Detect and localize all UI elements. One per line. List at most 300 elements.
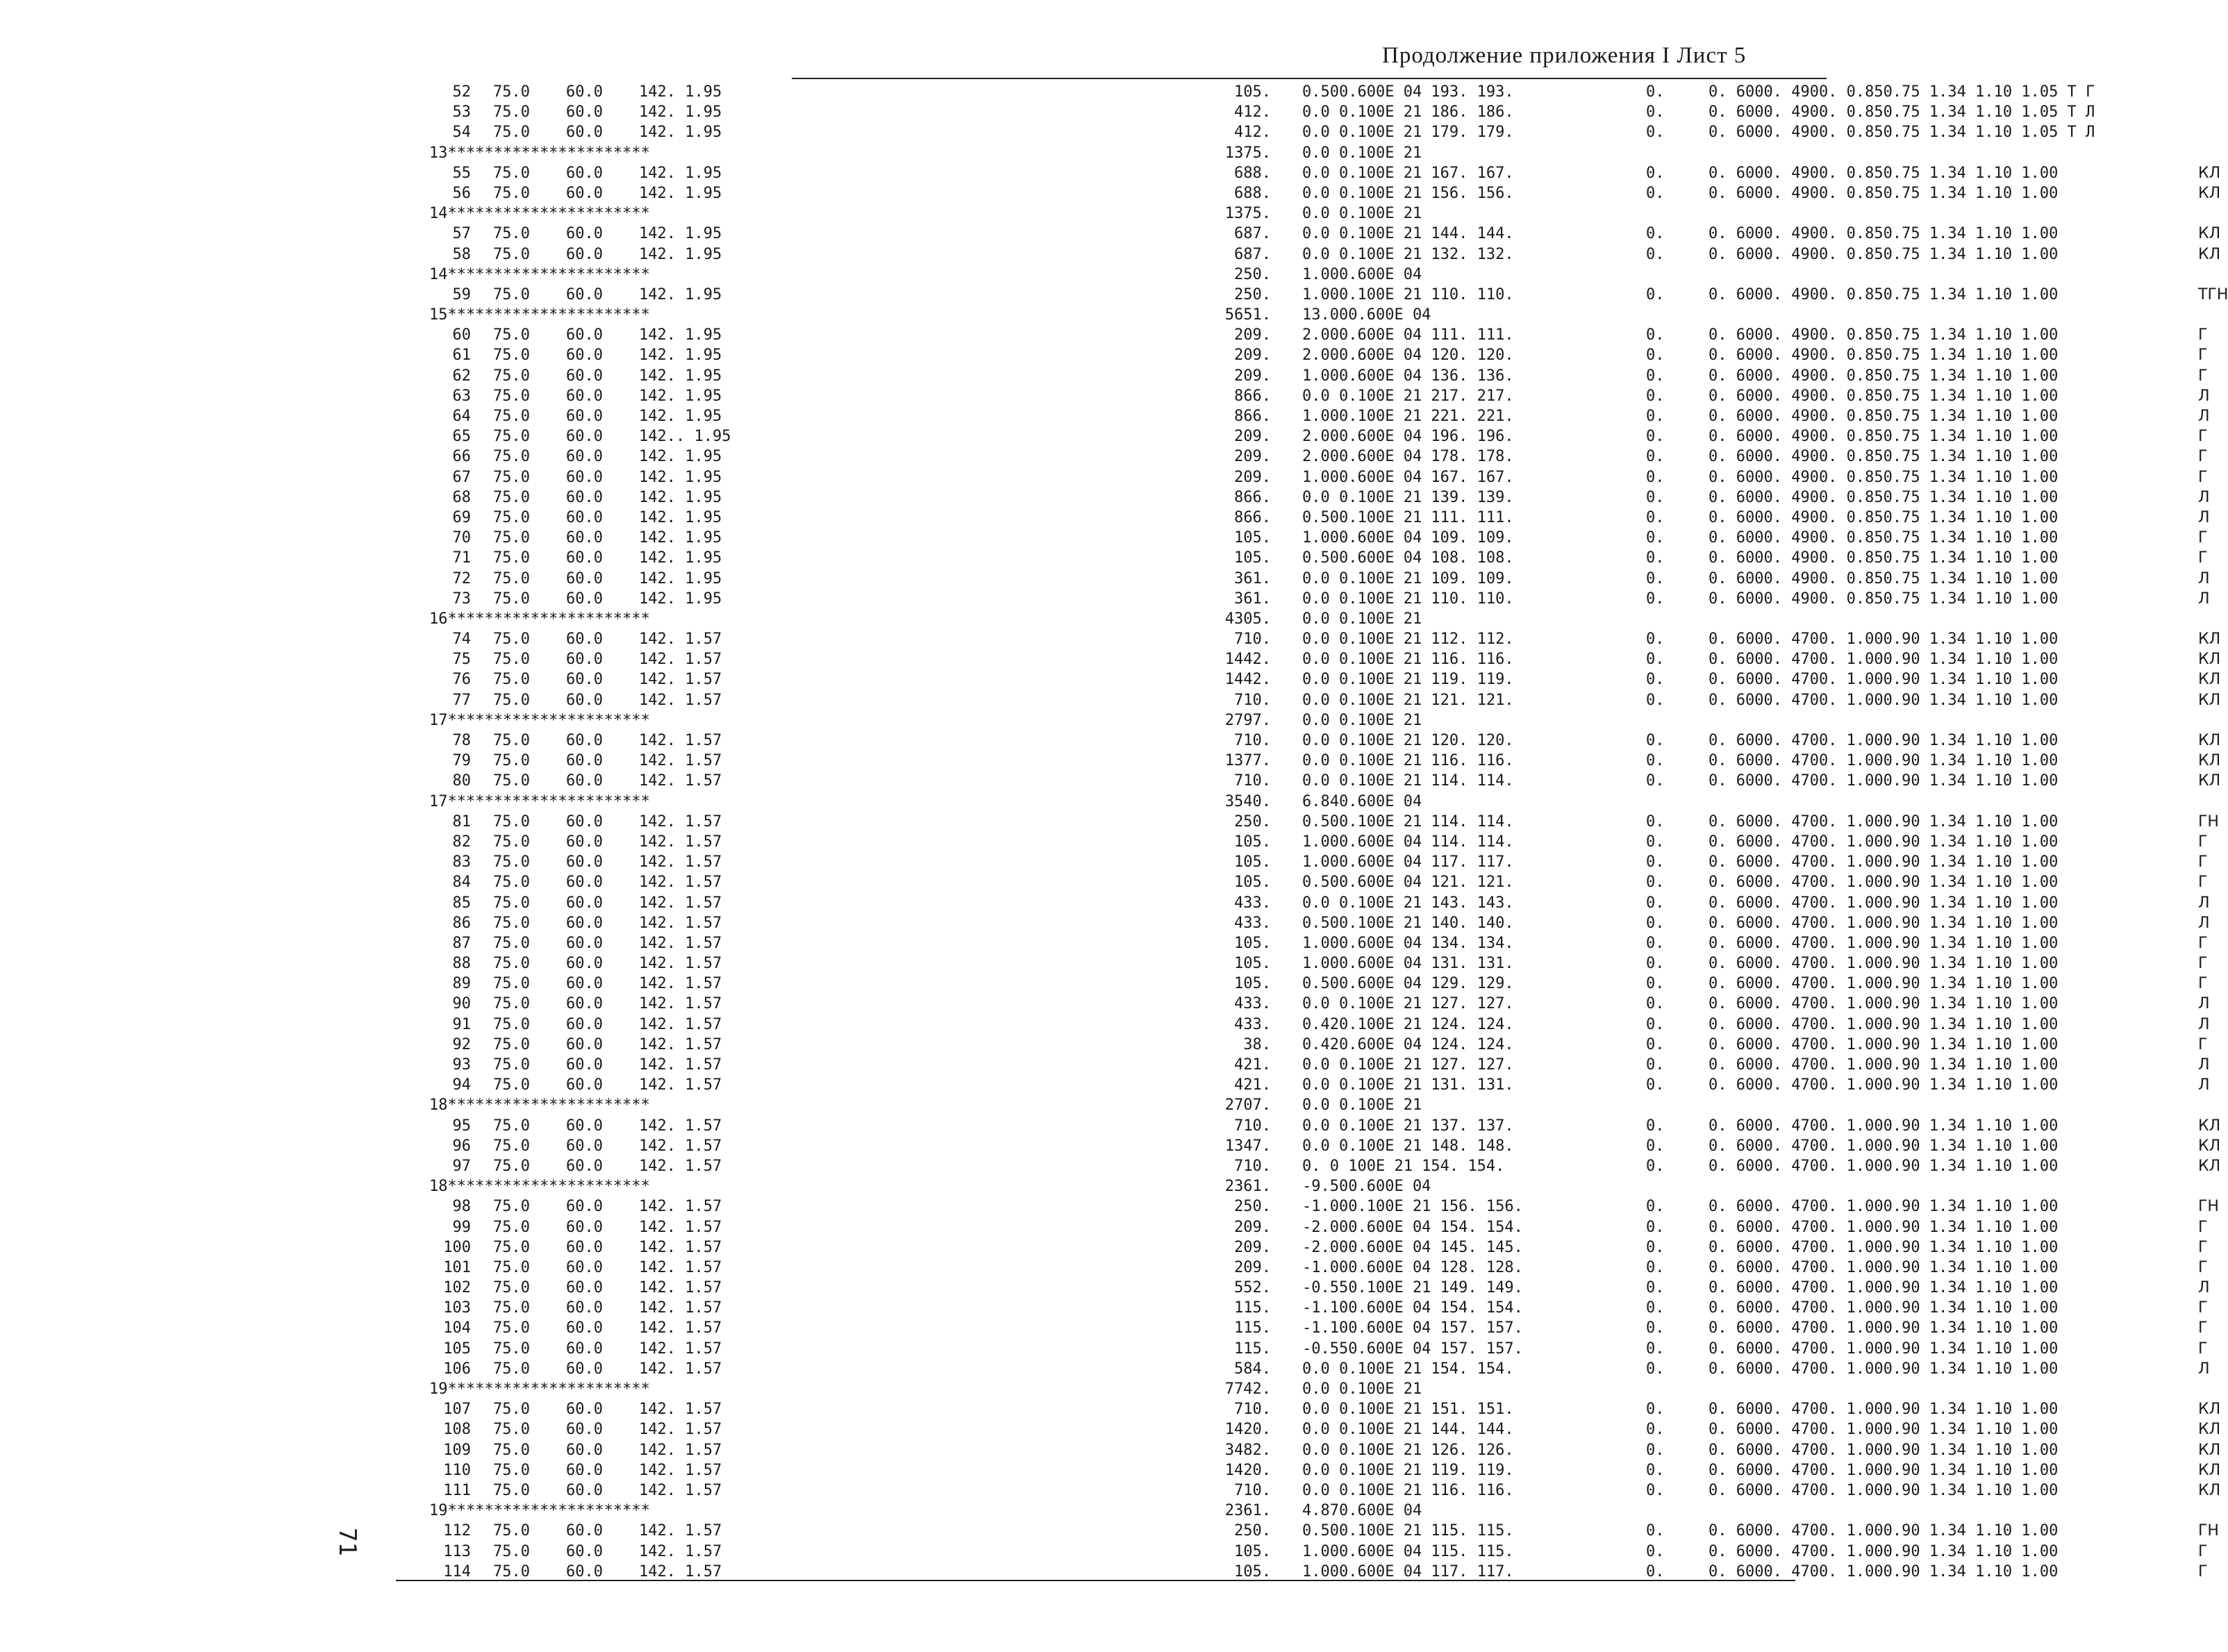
cell-f: 0.: [1646, 1258, 1665, 1276]
table-row: [424, 426, 2208, 447]
cell-coefficients: 0.0 0.100E 21 114. 114.: [1302, 772, 1514, 790]
cell-a: 75.0: [493, 103, 530, 122]
cell-c: 142. 1.57: [639, 1056, 722, 1074]
cell-c: 142. 1.95: [639, 529, 722, 547]
cell-tag: Г: [2198, 1319, 2208, 1337]
cell-quantity: 2361.: [1224, 1502, 1271, 1520]
cell-tag: Г: [2198, 1218, 2208, 1236]
cell-index: 105: [443, 1340, 471, 1358]
cell-b: 60.0: [566, 285, 603, 303]
cell-a: 75.0: [493, 671, 530, 689]
cell-quantity: 1377.: [1224, 752, 1271, 770]
table-row: [424, 487, 2210, 508]
cell-b: 60.0: [566, 124, 603, 142]
cell-f: 0.: [1646, 124, 1665, 142]
table-row: [424, 974, 2208, 994]
cell-parameters: 0. 6000. 4700. 1.000.90 1.34 1.10 1.00: [1709, 995, 2059, 1013]
group-separator: 19**********************: [429, 1502, 650, 1520]
cell-tag: КЛ: [2198, 1441, 2221, 1459]
cell-coefficients: -1.100.600E 04 154. 154.: [1302, 1299, 1523, 1317]
table-row: [424, 285, 2228, 305]
cell-coefficients: 0.500.600E 04 108. 108.: [1302, 549, 1514, 567]
cell-quantity: 3482.: [1224, 1441, 1271, 1459]
cell-coefficients: 1.000.600E 04 117. 117.: [1302, 853, 1514, 871]
cell-tag: Л: [2198, 914, 2210, 932]
cell-tag: Г: [2198, 1340, 2208, 1358]
cell-quantity: 433.: [1234, 894, 1271, 912]
cell-index: 55: [452, 164, 471, 182]
cell-quantity: 2707.: [1224, 1096, 1271, 1115]
cell-b: 60.0: [566, 225, 603, 243]
cell-b: 60.0: [566, 955, 603, 973]
cell-tag: Г: [2198, 1258, 2208, 1276]
cell-b: 60.0: [566, 671, 603, 689]
group-separator: 16**********************: [429, 610, 650, 628]
cell-c: 142. 1.57: [639, 1279, 722, 1297]
cell-b: 60.0: [566, 549, 603, 567]
table-row: [424, 528, 2208, 548]
group-separator: 14**********************: [429, 205, 650, 223]
cell-f: 0.: [1646, 184, 1665, 202]
cell-f: 0.: [1646, 1441, 1665, 1459]
cell-f: 0.: [1646, 995, 1665, 1013]
cell-parameters: 0. 6000. 4700. 1.000.90 1.34 1.10 1.00: [1709, 1542, 2059, 1560]
cell-tag: Г: [2198, 1542, 2208, 1560]
cell-parameters: 0. 6000. 4700. 1.000.90 1.34 1.10 1.00: [1709, 1137, 2059, 1155]
cell-a: 75.0: [493, 732, 530, 749]
cell-c: 142. 1.57: [639, 651, 722, 669]
cell-tag: ГН: [2198, 1198, 2219, 1216]
cell-quantity: 710.: [1234, 631, 1271, 649]
cell-b: 60.0: [566, 1137, 603, 1155]
table-row: [424, 1116, 2221, 1136]
cell-tag: КЛ: [2198, 225, 2221, 243]
table-row: [424, 731, 2221, 751]
cell-a: 75.0: [493, 1319, 530, 1337]
cell-parameters: 0. 6000. 4900. 0.850.75 1.34 1.10 1.05 Т Л: [1709, 124, 2095, 142]
cell-quantity: 710.: [1234, 732, 1271, 749]
cell-quantity: 866.: [1234, 488, 1271, 506]
table-row: [424, 812, 2219, 832]
cell-coefficients: 0.0 0.100E 21: [1302, 205, 1422, 223]
group-separator: 15**********************: [429, 306, 650, 324]
cell-tag: Л: [2198, 894, 2210, 912]
table-row: [424, 629, 2221, 649]
cell-index: 58: [452, 245, 471, 263]
cell-a: 75.0: [493, 347, 530, 365]
cell-quantity: 361.: [1234, 590, 1271, 608]
cell-parameters: 0. 6000. 4900. 0.850.75 1.34 1.10 1.00: [1709, 225, 2059, 243]
cell-coefficients: 0.0 0.100E 21 148. 148.: [1302, 1137, 1514, 1155]
cell-tag: Л: [2198, 408, 2210, 425]
cell-index: 85: [452, 894, 471, 912]
cell-quantity: 115.: [1234, 1299, 1271, 1317]
cell-parameters: 0. 6000. 4700. 1.000.90 1.34 1.10 1.00: [1709, 894, 2059, 912]
table-row: [424, 994, 2210, 1014]
table-row: [424, 102, 2095, 122]
cell-index: 99: [452, 1218, 471, 1236]
table-row: [424, 82, 2095, 102]
cell-index: 100: [443, 1238, 471, 1256]
cell-b: 60.0: [566, 1461, 603, 1479]
cell-parameters: 0. 6000. 4700. 1.000.90 1.34 1.10 1.00: [1709, 934, 2059, 952]
cell-b: 60.0: [566, 894, 603, 912]
cell-parameters: 0. 6000. 4900. 0.850.75 1.34 1.10 1.00: [1709, 549, 2059, 567]
cell-a: 75.0: [493, 245, 530, 263]
cell-parameters: 0. 6000. 4700. 1.000.90 1.34 1.10 1.00: [1709, 772, 2059, 790]
cell-quantity: 209.: [1234, 347, 1271, 365]
cell-f: 0.: [1646, 1157, 1665, 1175]
cell-quantity: 710.: [1234, 691, 1271, 709]
cell-f: 0.: [1646, 1035, 1665, 1053]
cell-coefficients: 0.0 0.100E 21: [1302, 144, 1422, 162]
cell-c: 142. 1.95: [639, 590, 722, 608]
cell-b: 60.0: [566, 1441, 603, 1459]
cell-parameters: 0. 6000. 4900. 0.850.75 1.34 1.10 1.00: [1709, 347, 2059, 365]
cell-f: 0.: [1646, 772, 1665, 790]
table-row: [424, 1419, 2221, 1440]
cell-coefficients: 0.0 0.100E 21 126. 126.: [1302, 1441, 1514, 1459]
cell-parameters: 0. 6000. 4900. 0.850.75 1.34 1.10 1.00: [1709, 387, 2059, 405]
cell-parameters: 0. 6000. 4900. 0.850.75 1.34 1.10 1.00: [1709, 488, 2059, 506]
table-row: [424, 467, 2208, 487]
cell-parameters: 0. 6000. 4900. 0.850.75 1.34 1.10 1.00: [1709, 590, 2059, 608]
cell-a: 75.0: [493, 1562, 530, 1580]
cell-c: 142. 1.95: [639, 569, 722, 587]
cell-f: 0.: [1646, 326, 1665, 344]
cell-quantity: 433.: [1234, 1015, 1271, 1033]
cell-a: 75.0: [493, 1481, 530, 1499]
cell-c: 142. 1.57: [639, 1340, 722, 1358]
cell-coefficients: 0.420.600E 04 124. 124.: [1302, 1035, 1514, 1053]
cell-tag: ГН: [2198, 1522, 2219, 1540]
cell-coefficients: 0.0 0.100E 21 127. 127.: [1302, 995, 1514, 1013]
cell-a: 75.0: [493, 752, 530, 770]
cell-c: 142. 1.57: [639, 1360, 722, 1378]
cell-quantity: 710.: [1234, 1117, 1271, 1135]
cell-quantity: 250.: [1234, 1198, 1271, 1216]
cell-quantity: 866.: [1234, 508, 1271, 526]
cell-parameters: 0. 6000. 4700. 1.000.90 1.34 1.10 1.00: [1709, 1238, 2059, 1256]
cell-coefficients: 0.500.600E 04 121. 121.: [1302, 874, 1514, 892]
cell-c: 142. 1.57: [639, 1441, 722, 1459]
table-row: [424, 548, 2208, 568]
table-row: [424, 406, 2210, 426]
cell-coefficients: 0.0 0.100E 21 119. 119.: [1302, 671, 1514, 689]
cell-a: 75.0: [493, 1340, 530, 1358]
cell-b: 60.0: [566, 1279, 603, 1297]
cell-quantity: 2361.: [1224, 1178, 1271, 1196]
cell-b: 60.0: [566, 1401, 603, 1419]
cell-c: 142. 1.95: [639, 387, 722, 405]
cell-b: 60.0: [566, 1015, 603, 1033]
cell-a: 75.0: [493, 1258, 530, 1276]
cell-parameters: 0. 6000. 4700. 1.000.90 1.34 1.10 1.00: [1709, 732, 2059, 749]
cell-f: 0.: [1646, 1360, 1665, 1378]
cell-index: 114: [443, 1562, 471, 1580]
cell-quantity: 209.: [1234, 1258, 1271, 1276]
cell-a: 75.0: [493, 853, 530, 871]
cell-f: 0.: [1646, 1015, 1665, 1033]
cell-b: 60.0: [566, 488, 603, 506]
cell-b: 60.0: [566, 651, 603, 669]
cell-c: 142. 1.95: [639, 508, 722, 526]
cell-coefficients: 0.0 0.100E 21 144. 144.: [1302, 225, 1514, 243]
cell-parameters: 0. 6000. 4700. 1.000.90 1.34 1.10 1.00: [1709, 1218, 2059, 1236]
cell-parameters: 0. 6000. 4700. 1.000.90 1.34 1.10 1.00: [1709, 833, 2059, 851]
cell-f: 0.: [1646, 285, 1665, 303]
cell-tag: Г: [2198, 1562, 2208, 1580]
cell-b: 60.0: [566, 508, 603, 526]
cell-quantity: 209.: [1234, 326, 1271, 344]
cell-c: 142. 1.57: [639, 1542, 722, 1560]
cell-quantity: 1375.: [1224, 144, 1271, 162]
cell-a: 75.0: [493, 387, 530, 405]
cell-f: 0.: [1646, 1279, 1665, 1297]
cell-quantity: 1347.: [1224, 1137, 1271, 1155]
cell-a: 75.0: [493, 468, 530, 486]
cell-a: 75.0: [493, 124, 530, 142]
cell-parameters: 0. 6000. 4700. 1.000.90 1.34 1.10 1.00: [1709, 1198, 2059, 1216]
cell-c: 142. 1.57: [639, 1562, 722, 1580]
cell-quantity: 710.: [1234, 772, 1271, 790]
cell-parameters: 0. 6000. 4700. 1.000.90 1.34 1.10 1.00: [1709, 651, 2059, 669]
cell-quantity: 250.: [1234, 812, 1271, 831]
cell-a: 75.0: [493, 83, 530, 101]
subtotal-row: [424, 1501, 1847, 1521]
cell-index: 67: [452, 468, 471, 486]
cell-quantity: 105.: [1234, 1542, 1271, 1560]
cell-coefficients: 0.0 0.100E 21: [1302, 1096, 1422, 1115]
table-row: [424, 893, 2210, 913]
cell-b: 60.0: [566, 1319, 603, 1337]
cell-quantity: 115.: [1234, 1319, 1271, 1337]
cell-quantity: 1442.: [1224, 671, 1271, 689]
table-row: [424, 1156, 2221, 1176]
cell-b: 60.0: [566, 387, 603, 405]
table-row: [424, 589, 2210, 609]
cell-f: 0.: [1646, 508, 1665, 526]
cell-c: 142. 1.95: [639, 103, 722, 122]
cell-b: 60.0: [566, 184, 603, 202]
cell-index: 103: [443, 1299, 471, 1317]
table-row: [424, 1440, 2221, 1460]
cell-a: 75.0: [493, 488, 530, 506]
table-row: [424, 1075, 2210, 1095]
cell-coefficients: 2.000.600E 04 120. 120.: [1302, 347, 1514, 365]
table-row: [424, 872, 2208, 892]
cell-index: 73: [452, 590, 471, 608]
cell-c: 142. 1.57: [639, 812, 722, 831]
cell-f: 0.: [1646, 468, 1665, 486]
cell-tag: КЛ: [2198, 245, 2221, 263]
cell-index: 62: [452, 367, 471, 385]
cell-coefficients: 0.0 0.100E 21 116. 116.: [1302, 1481, 1514, 1499]
table-row: [424, 163, 2221, 183]
cell-b: 60.0: [566, 367, 603, 385]
cell-quantity: 1420.: [1224, 1461, 1271, 1479]
cell-a: 75.0: [493, 1360, 530, 1378]
table-row: [424, 1318, 2208, 1338]
cell-index: 110: [443, 1461, 471, 1479]
cell-coefficients: 1.000.600E 04 114. 114.: [1302, 833, 1514, 851]
group-separator: 17**********************: [429, 792, 650, 810]
cell-c: 142. 1.95: [639, 488, 722, 506]
cell-coefficients: 0.0 0.100E 21 116. 116.: [1302, 651, 1514, 669]
table-row: [424, 852, 2208, 872]
cell-tag: Г: [2198, 347, 2208, 365]
cell-tag: Л: [2198, 508, 2210, 526]
cell-quantity: 250.: [1234, 1522, 1271, 1540]
cell-c: 142. 1.57: [639, 1238, 722, 1256]
cell-f: 0.: [1646, 1238, 1665, 1256]
cell-f: 0.: [1646, 387, 1665, 405]
table-row: [424, 1217, 2208, 1237]
cell-b: 60.0: [566, 975, 603, 993]
cell-index: 53: [452, 103, 471, 122]
cell-index: 65: [452, 428, 471, 446]
cell-c: 142. 1.95: [639, 124, 722, 142]
cell-b: 60.0: [566, 752, 603, 770]
cell-quantity: 4305.: [1224, 610, 1271, 628]
cell-a: 75.0: [493, 225, 530, 243]
cell-b: 60.0: [566, 1157, 603, 1175]
cell-c: 142. 1.57: [639, 995, 722, 1013]
cell-a: 75.0: [493, 1401, 530, 1419]
cell-parameters: 0. 6000. 4700. 1.000.90 1.34 1.10 1.00: [1709, 1340, 2059, 1358]
cell-tag: КЛ: [2198, 732, 2221, 749]
cell-f: 0.: [1646, 1218, 1665, 1236]
cell-coefficients: 0.500.600E 04 129. 129.: [1302, 975, 1514, 993]
cell-coefficients: 1.000.600E 04 117. 117.: [1302, 1562, 1514, 1580]
cell-c: 142. 1.95: [639, 184, 722, 202]
table-row: [424, 669, 2221, 690]
table-row: [424, 1055, 2210, 1075]
cell-b: 60.0: [566, 326, 603, 344]
cell-f: 0.: [1646, 894, 1665, 912]
cell-coefficients: 1.000.600E 04 109. 109.: [1302, 529, 1514, 547]
cell-tag: КЛ: [2198, 1157, 2221, 1175]
cell-b: 60.0: [566, 1562, 603, 1580]
cell-quantity: 105.: [1234, 833, 1271, 851]
table-row: [424, 1258, 2208, 1278]
cell-coefficients: 1.000.600E 04 134. 134.: [1302, 934, 1514, 952]
cell-parameters: 0. 6000. 4700. 1.000.90 1.34 1.10 1.00: [1709, 1319, 2059, 1337]
cell-quantity: 412.: [1234, 124, 1271, 142]
cell-f: 0.: [1646, 488, 1665, 506]
page-number: 71: [333, 1528, 361, 1556]
cell-index: 91: [452, 1015, 471, 1033]
cell-quantity: 710.: [1234, 1401, 1271, 1419]
table-row: [424, 1521, 2219, 1541]
cell-parameters: 0. 6000. 4700. 1.000.90 1.34 1.10 1.00: [1709, 1035, 2059, 1053]
cell-f: 0.: [1646, 1562, 1665, 1580]
cell-c: 142. 1.57: [639, 975, 722, 993]
cell-f: 0.: [1646, 1198, 1665, 1216]
cell-a: 75.0: [493, 631, 530, 649]
cell-c: 142. 1.57: [639, 1258, 722, 1276]
cell-parameters: 0. 6000. 4900. 0.850.75 1.34 1.10 1.00: [1709, 164, 2059, 182]
table-row: [424, 933, 2208, 953]
cell-coefficients: 0. 0 100E 21 154. 154.: [1302, 1157, 1505, 1175]
cell-tag: Г: [2198, 468, 2208, 486]
cell-quantity: 1420.: [1224, 1421, 1271, 1439]
cell-index: 102: [443, 1279, 471, 1297]
cell-index: 82: [452, 833, 471, 851]
cell-coefficients: 1.000.100E 21 110. 110.: [1302, 285, 1514, 303]
cell-coefficients: 1.000.600E 04 167. 167.: [1302, 468, 1514, 486]
subtotal-row: [424, 609, 1847, 629]
cell-index: 83: [452, 853, 471, 871]
cell-coefficients: 0.0 0.100E 21 143. 143.: [1302, 894, 1514, 912]
cell-index: 95: [452, 1117, 471, 1135]
cell-f: 0.: [1646, 651, 1665, 669]
cell-coefficients: 13.000.600E 04: [1302, 306, 1431, 324]
cell-a: 75.0: [493, 326, 530, 344]
cell-c: 142. 1.95: [639, 367, 722, 385]
cell-c: 142. 1.57: [639, 1461, 722, 1479]
cell-quantity: 687.: [1234, 245, 1271, 263]
cell-quantity: 209.: [1234, 1238, 1271, 1256]
cell-parameters: 0. 6000. 4700. 1.000.90 1.34 1.10 1.00: [1709, 853, 2059, 871]
cell-quantity: 250.: [1234, 265, 1271, 283]
cell-coefficients: 4.870.600E 04: [1302, 1502, 1422, 1520]
cell-tag: Л: [2198, 1360, 2210, 1378]
group-separator: 18**********************: [429, 1096, 650, 1115]
cell-a: 75.0: [493, 1542, 530, 1560]
table-row: [424, 1136, 2221, 1156]
cell-quantity: 38.: [1243, 1035, 1271, 1053]
cell-quantity: 105.: [1234, 1562, 1271, 1580]
cell-c: 142. 1.57: [639, 833, 722, 851]
cell-a: 75.0: [493, 1218, 530, 1236]
cell-parameters: 0. 6000. 4900. 0.850.75 1.34 1.10 1.00: [1709, 408, 2059, 425]
cell-coefficients: 0.0 0.100E 21 179. 179.: [1302, 124, 1514, 142]
cell-coefficients: 0.0 0.100E 21: [1302, 711, 1422, 729]
cell-f: 0.: [1646, 590, 1665, 608]
cell-a: 75.0: [493, 367, 530, 385]
cell-quantity: 105.: [1234, 955, 1271, 973]
cell-quantity: 7742.: [1224, 1380, 1271, 1398]
cell-b: 60.0: [566, 1117, 603, 1135]
cell-b: 60.0: [566, 1360, 603, 1378]
cell-c: 142. 1.95: [639, 347, 722, 365]
table-row: [424, 1298, 2208, 1318]
cell-coefficients: 0.0 0.100E 21: [1302, 1380, 1422, 1398]
table-row: [424, 1399, 2221, 1419]
table-row: [424, 325, 2208, 345]
cell-c: 142. 1.57: [639, 1117, 722, 1135]
cell-parameters: 0. 6000. 4700. 1.000.90 1.34 1.10 1.00: [1709, 752, 2059, 770]
table-row: [424, 345, 2208, 365]
cell-f: 0.: [1646, 569, 1665, 587]
cell-index: 61: [452, 347, 471, 365]
cell-tag: КЛ: [2198, 651, 2221, 669]
cell-coefficients: 0.0 0.100E 21 132. 132.: [1302, 245, 1514, 263]
cell-f: 0.: [1646, 975, 1665, 993]
cell-quantity: 433.: [1234, 995, 1271, 1013]
cell-index: 70: [452, 529, 471, 547]
cell-b: 60.0: [566, 1056, 603, 1074]
cell-index: 96: [452, 1137, 471, 1155]
cell-quantity: 584.: [1234, 1360, 1271, 1378]
cell-coefficients: 0.0 0.100E 21 121. 121.: [1302, 691, 1514, 709]
cell-b: 60.0: [566, 103, 603, 122]
cell-c: 142. 1.95: [639, 448, 722, 466]
cell-coefficients: -0.550.600E 04 157. 157.: [1302, 1340, 1523, 1358]
cell-tag: Г: [2198, 367, 2208, 385]
cell-quantity: 552.: [1234, 1279, 1271, 1297]
